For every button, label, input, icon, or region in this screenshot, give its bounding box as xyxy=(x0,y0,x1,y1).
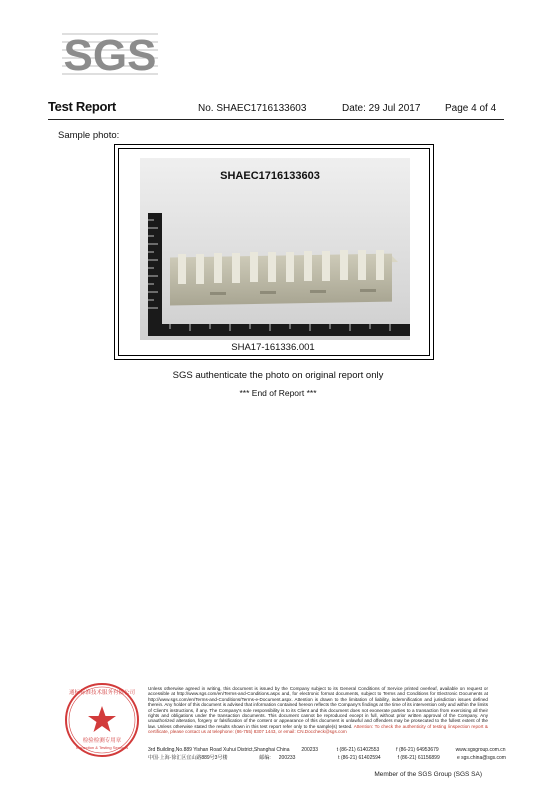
fax-cn: f (86-21) 61156899 xyxy=(397,755,440,761)
sgs-logo xyxy=(62,26,158,78)
sample-photo xyxy=(140,158,410,340)
header-divider xyxy=(48,119,504,120)
seal-ring-text: 通标标准技术服务有限公司 xyxy=(68,690,136,696)
address-line-en xyxy=(148,746,508,754)
tel-en: t (86-21) 61402553 xyxy=(336,747,380,753)
fax-en: f (86-21) 64953679 xyxy=(396,747,439,753)
star-icon xyxy=(88,706,116,732)
postcode-cn-label: 邮编: xyxy=(259,755,271,761)
company-seal xyxy=(50,680,158,762)
address-line-cn xyxy=(148,754,508,762)
email-link[interactable]: e sgs.china@sgs.com xyxy=(456,755,506,761)
sample-photo-label: Sample photo: xyxy=(58,130,120,141)
website-link[interactable]: www.sgsgroup.com.cn xyxy=(455,747,506,753)
address-cn: 中国·上海·徐汇区宜山路889号3号楼 xyxy=(148,755,228,761)
seal-en-text: Inspection & Testing Services xyxy=(75,745,129,750)
end-of-report: *** End of Report *** xyxy=(239,388,317,398)
tel-cn: t (86-21) 61402594 xyxy=(338,755,381,761)
page-indicator: Page 4 of 4 xyxy=(445,103,497,114)
report-date: Date: 29 Jul 2017 xyxy=(342,103,421,114)
seal-inner-text: 检验检测专用章 xyxy=(82,738,122,744)
authenticate-note: SGS authenticate the photo on original report only xyxy=(172,370,384,381)
postcode-cn: 200233 xyxy=(278,755,296,761)
report-title: Test Report xyxy=(48,99,116,114)
terms-text: Unless otherwise agreed in writing, this document is issued by the Company subject to its General Conditions of Service printed overleaf, available on request or accessible at http://www.sgs.com/en/Terms-and-Conditions.aspx and, for electronic format documents, subject to Terms and Conditions for Electronic Documents at http://www.sgs.com/en/Terms-and-Conditions/Terms-e-Document.aspx. Attention is drawn to the limitation of liability, indemnification and jurisdiction issues defined therein. Any holder of this document is advised that information contained hereon reflects the Company's findings at the time of its intervention only and within the limits of Client's instructions, if any. The Company's sole responsibility is to its Client and this document does not exonerate parties to a transaction from exercising all their rights and obligations under the transaction documents. This document cannot be reproduced except in full, without prior written approval of the Company. Any unauthorized alteration, forgery or falsification of the content or appearance of this document is unlawful and offenders may be prosecuted to the fullest extent of the law. Unless otherwise stated the results shown in this test report refer only to the sample(s) tested. xyxy=(148,686,488,729)
address-en: 3rd Building,No.889 Yishan Road Xuhui District,Shanghai China xyxy=(148,747,290,753)
terms-fine-print xyxy=(148,686,488,735)
photo-caption: SHA17-161336.001 xyxy=(231,342,315,353)
member-note: Member of the SGS Group (SGS SA) xyxy=(374,771,482,778)
postcode-en: 200233 xyxy=(301,747,319,753)
address-block xyxy=(148,746,508,762)
report-number: No. SHAEC1716133603 xyxy=(198,103,307,114)
sgs-logo-text: SGS xyxy=(63,31,157,78)
authenticity-attention: Attention: To check the authenticity of testing /inspection report & certificate, please contact us at telephone: (86-755) 8307 1443, or email: CN.Doccheck@sgs.com xyxy=(148,723,488,735)
photo-sample-number: SHAEC1716133603 xyxy=(220,170,320,182)
